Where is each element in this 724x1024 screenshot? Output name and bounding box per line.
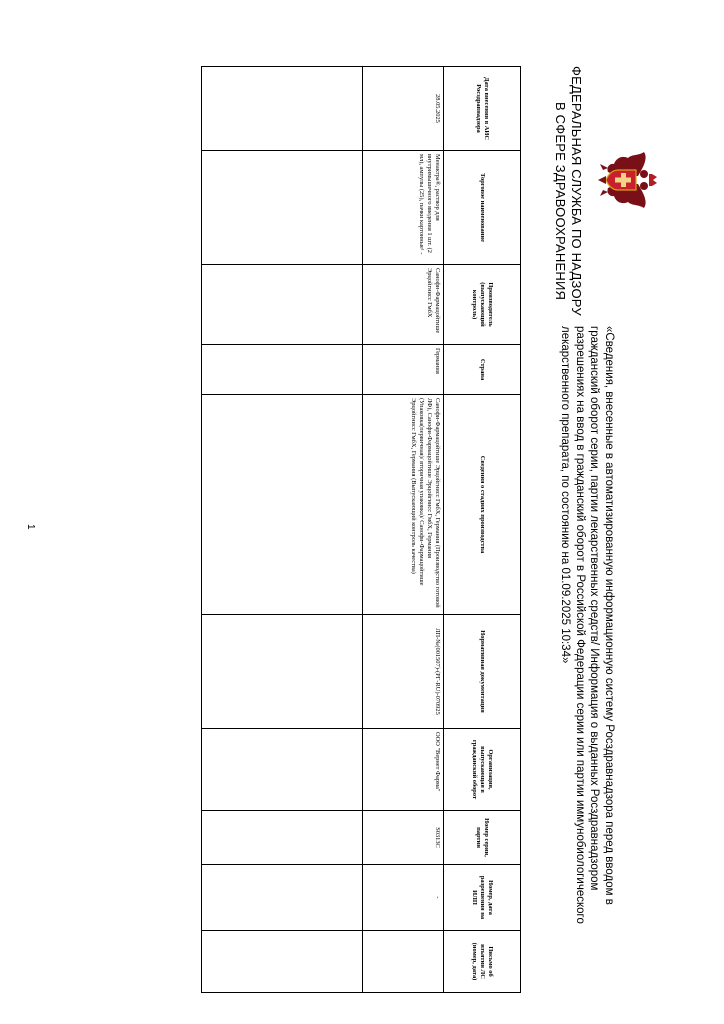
column-header-withdrawal: Письмо об изъятии ЛС (номер, дата): [444, 931, 521, 993]
column-header-date: Дата внесения в АИС Росздравнадзора: [444, 67, 521, 151]
column-header-organization: Организация, выпускающая в гражданский оборот: [444, 729, 521, 811]
batch-info-table: [201, 66, 521, 993]
column-header-trade-name: Торговое наименование: [444, 151, 521, 265]
column-header-production-stages: Сведения о стадиях производства: [444, 395, 521, 615]
agency-name-line1: ФЕДЕРАЛЬНАЯ СЛУЖБА ПО НАДЗОРУ: [569, 66, 584, 316]
cell-normative-doc: ЛП-№(001507)-(РГ-RU)-070925: [363, 615, 444, 729]
page-number: 1: [25, 524, 36, 530]
cell-country: Германия: [363, 345, 444, 395]
table-row: [363, 67, 444, 993]
cell-date: 28.05.2025: [363, 67, 444, 151]
cell-permit: -: [363, 865, 444, 931]
document-title: «Сведения, внесенные в автоматизированную информационную систему Росздравнадзора перед вводом в гражданский оборот серии, партии лекарственных средств/ Информация о выданных Росздравнадзором разрешениях на ввод в гражданский оборот в Российской Федерации серии или партии иммунобиологического лекарственного препарата, по состоянию на 01.09.2025 10:34»: [559, 326, 615, 924]
column-header-permit: Номер, дата разрешения на ИЛП: [444, 865, 521, 931]
cell-production-stages: Санофи-Фармацойтише Эрцойгнисс ГмбХ, Германия (Производство готовой ЛФ), Санофи-Фармацойтише Эрцойгнисс ГмбХ, Германия (Упаковка(первичная)/ вторичная упаковка)/ Санофи-Фармацойтише Эрцойгнисс ГмбХ, Германия (Выпускающий контроль качества): [363, 395, 444, 615]
cell-manufacturer: Санофи-Фармацойтише Эрцойгнисс ГмбХ: [363, 265, 444, 345]
agency-name-line2: В СФЕРЕ ЗДРАВООХРАНЕНИЯ: [553, 102, 568, 301]
cell-withdrawal: [363, 931, 444, 993]
table-row-filler: [202, 67, 363, 993]
cell-batch: S0313C: [363, 811, 444, 865]
agency-name: [552, 66, 584, 366]
column-header-normative-doc: Нормативная документация: [444, 615, 521, 729]
column-header-country: Страна: [444, 345, 521, 395]
cell-trade-name: Менактра®, раствор для внутримышечного введения 1 шт. (2 мл), ампулы (25), пачки картонные¹ -: [363, 151, 444, 265]
cell-organization: ООО "Вернет Фарма": [363, 729, 444, 811]
column-header-manufacturer: Производитель (выпускающий контроль): [444, 265, 521, 345]
column-header-batch: Номер серии, партии: [444, 811, 521, 865]
emblem-icon: [592, 150, 658, 210]
table-header-row: [444, 67, 521, 993]
